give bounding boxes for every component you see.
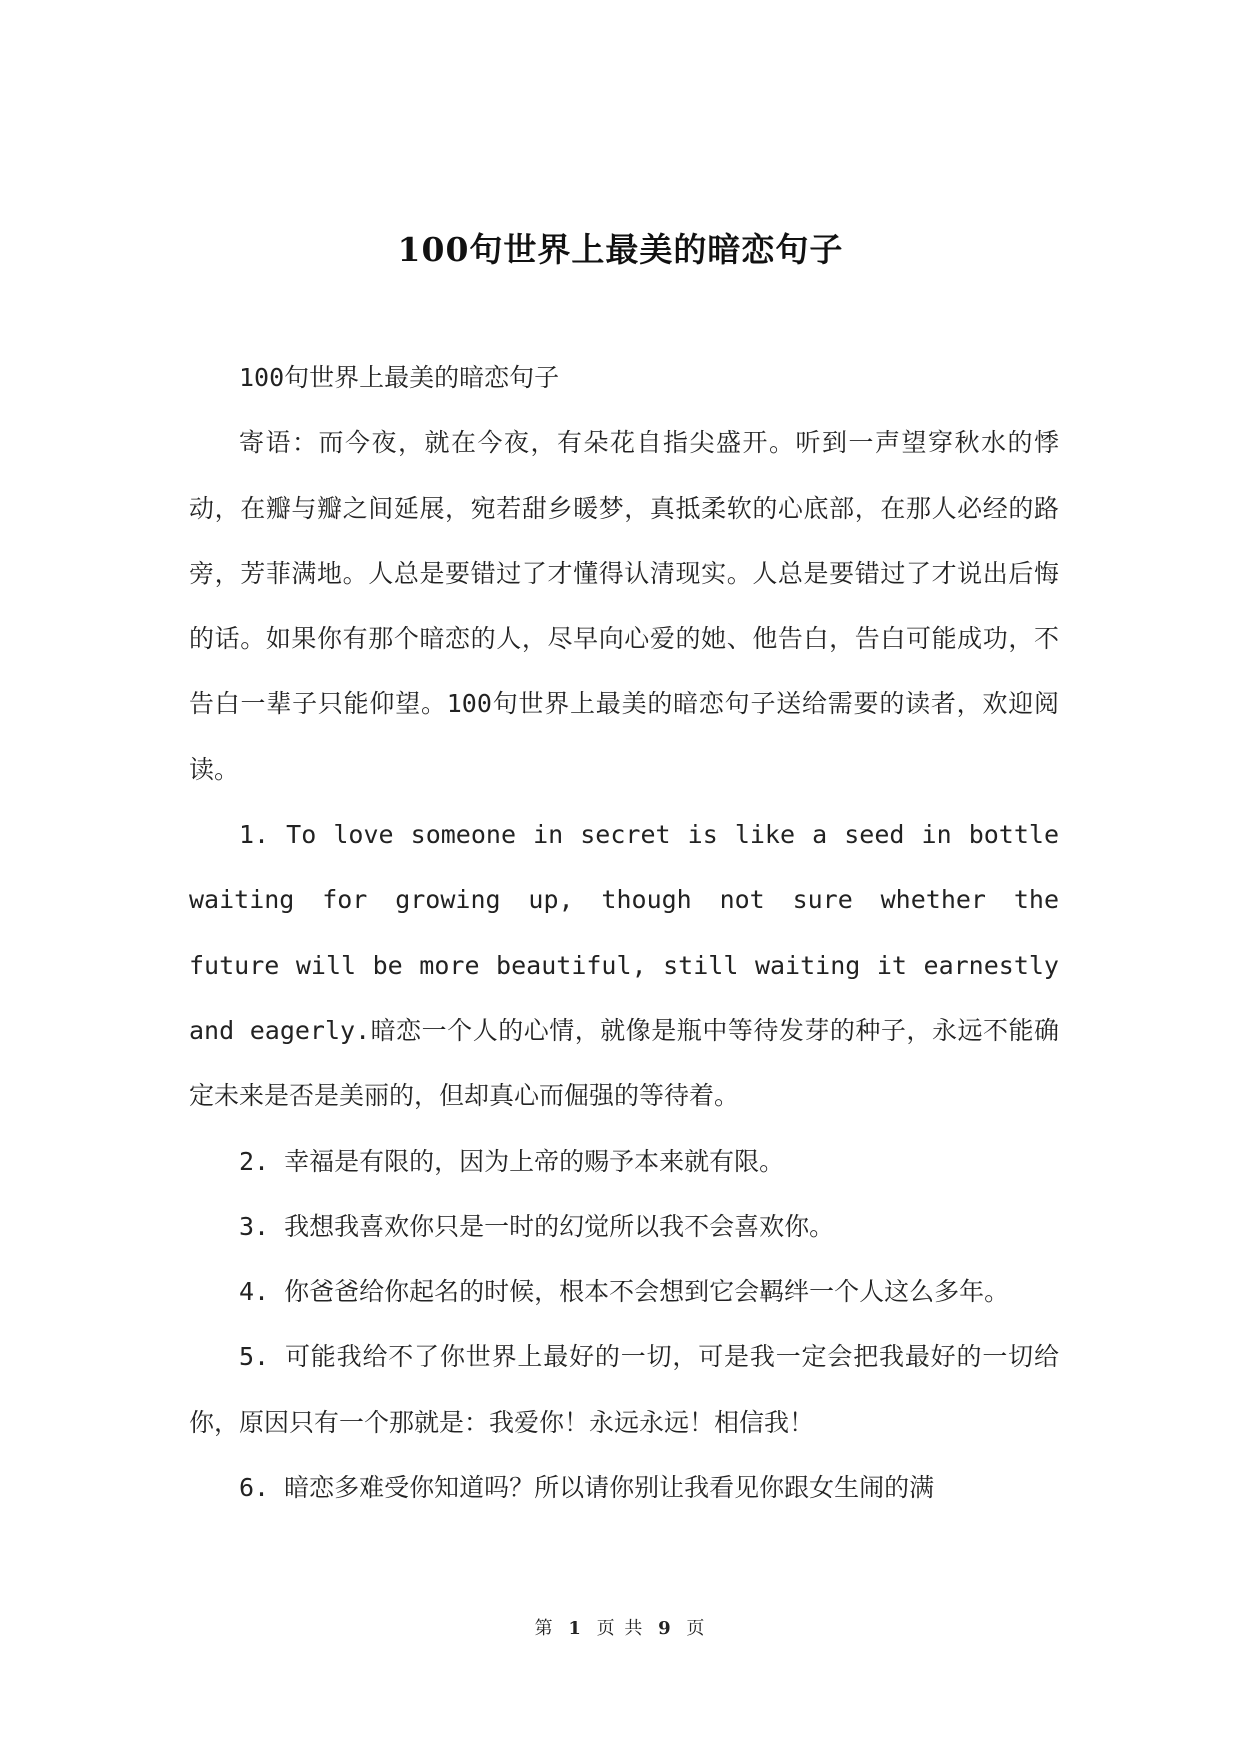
- body-heading: 100句世界上最美的暗恋句子: [239, 363, 560, 392]
- intro-paragraph: 寄语：而今夜，就在今夜，有朵花自指尖盛开。听到一声望穿秋水的悸动，在瓣与瓣之间延展，宛若甜乡暖梦，真抵柔软的心底部，在那人必经的路旁，芳菲满地。人总是要错过了才懂得认清现实。人总是要错过了才说出后悔的话。如果你有那个暗恋的人，尽早向心爱的她、他告白，告白可能成功，不告白一辈子只能仰望。100句世界上最美的暗恋句子送给需要的读者，欢迎阅读。: [189, 428, 1059, 784]
- footer-suffix: 页: [686, 1618, 707, 1639]
- current-page-number: 1: [568, 1618, 583, 1639]
- quote-item-4: 4. 你爸爸给你起名的时候，根本不会想到它会羁绊一个人这么多年。: [239, 1277, 1010, 1307]
- document-body: [189, 345, 1059, 1520]
- quote-item-6: 6. 暗恋多难受你知道吗？所以请你别让我看见你跟女生闹的满: [239, 1473, 935, 1503]
- quote-item-5: 5. 可能我给不了你世界上最好的一切，可是我一定会把我最好的一切给你，原因只有一个那就是：我爱你！永远永远！相信我！: [189, 1342, 1059, 1437]
- document-title: 100句世界上最美的暗恋句子: [397, 230, 844, 269]
- footer-middle: 页 共: [596, 1618, 645, 1639]
- page-footer: [0, 1614, 1241, 1640]
- quote-item-3: 3. 我想我喜欢你只是一时的幻觉所以我不会喜欢你。: [239, 1211, 835, 1241]
- quote-item-2: 2. 幸福是有限的，因为上帝的赐予本来就有限。: [239, 1146, 785, 1176]
- quote-item-1: 1. To love someone in secret is like a seed in bottle waiting for growing up, though not sure whether the future will be more beautiful, still waiting it earnestly and eagerly.暗恋一个人的心情，就像是瓶中等待发芽的种子，永远不能确定未来是否是美丽的，但却真心而倔强的等待着。: [189, 820, 1059, 1111]
- footer-prefix: 第: [534, 1618, 555, 1639]
- total-page-count: 9: [658, 1618, 673, 1639]
